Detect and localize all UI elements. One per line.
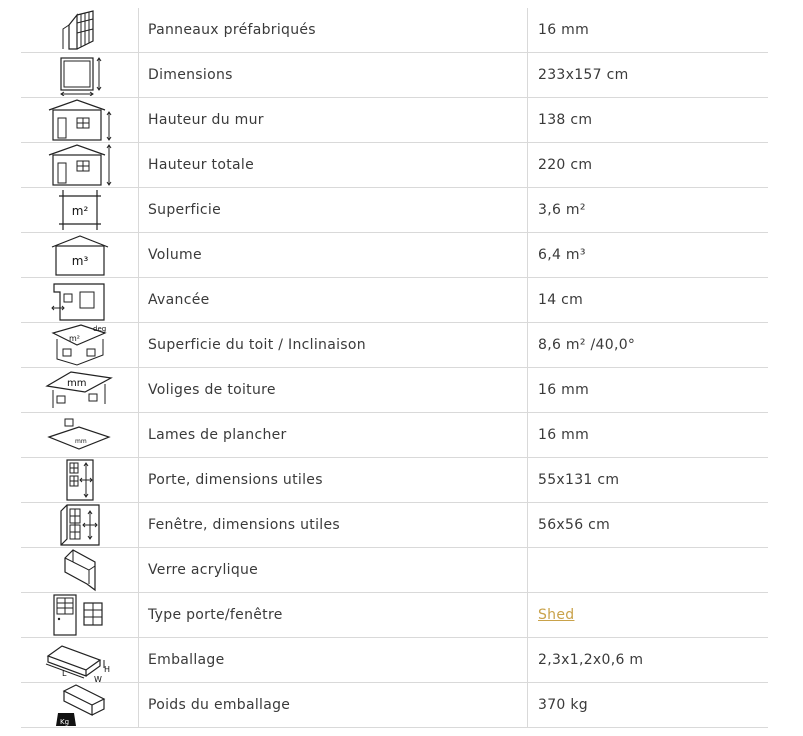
row-label: Panneaux préfabriqués (139, 8, 528, 52)
h-label: H (103, 665, 110, 674)
mm-label: mm (74, 438, 87, 445)
total-height-icon (21, 143, 139, 187)
table-row (21, 188, 768, 233)
row-value: 220 cm (538, 157, 593, 173)
table-row (21, 413, 768, 458)
door-window-type-icon (21, 593, 139, 637)
row-value (529, 593, 768, 637)
roof-boards-icon (21, 368, 139, 412)
table-row (21, 143, 768, 188)
row-value: 55x131 cm (538, 472, 620, 488)
table-row (21, 8, 768, 53)
row-label: Voliges de toiture (139, 368, 528, 412)
w-label: W (93, 675, 102, 682)
row-value: 56x56 cm (538, 517, 611, 533)
window-dimensions-icon (21, 503, 139, 547)
row-value: 370 kg (538, 697, 588, 713)
row-value: 233x157 cm (538, 67, 629, 83)
table-row (21, 683, 768, 728)
row-value (529, 548, 768, 592)
table-row (21, 278, 768, 323)
table-row (21, 548, 768, 593)
row-label: Verre acrylique (139, 548, 528, 592)
row-label: Emballage (139, 638, 528, 682)
m3-label: m³ (71, 254, 88, 268)
row-label: Type porte/fenêtre (139, 593, 528, 637)
kg-label: Kg (59, 718, 69, 726)
acrylic-glass-icon (21, 548, 139, 592)
row-value: 16 mm (538, 22, 590, 38)
floor-boards-icon (21, 413, 139, 457)
table-row (21, 458, 768, 503)
row-label: Hauteur du mur (139, 98, 528, 142)
overhang-icon (21, 278, 139, 322)
table-row (21, 323, 768, 368)
roof-area-pitch-icon (21, 323, 139, 367)
l-label: L (61, 669, 66, 678)
deg-label: deg (92, 325, 106, 333)
table-row (21, 638, 768, 683)
dimensions-icon (21, 53, 139, 97)
row-label: Hauteur totale (139, 143, 528, 187)
row-label: Porte, dimensions utiles (139, 458, 528, 502)
row-value: 16 mm (538, 427, 590, 443)
door-dimensions-icon (21, 458, 139, 502)
row-value: 138 cm (538, 112, 593, 128)
row-label: Superficie (139, 188, 528, 232)
row-value: 2,3x1,2x0,6 m (538, 652, 644, 668)
m2-label: m² (68, 334, 80, 343)
row-value: 3,6 m² (538, 202, 586, 218)
m2-label: m² (71, 204, 88, 218)
row-label: Superficie du toit / Inclinaison (139, 323, 528, 367)
wall-height-icon (21, 98, 139, 142)
volume-icon (21, 233, 139, 277)
row-value: 14 cm (538, 292, 584, 308)
table-row (21, 98, 768, 143)
table-row (21, 593, 768, 638)
row-label: Volume (139, 233, 528, 277)
row-label: Avancée (139, 278, 528, 322)
table-row (21, 368, 768, 413)
row-label: Lames de plancher (139, 413, 528, 457)
table-row (21, 233, 768, 278)
row-label: Dimensions (139, 53, 528, 97)
row-value: 6,4 m³ (538, 247, 586, 263)
table-row (21, 503, 768, 548)
spec-table (21, 8, 768, 728)
package-weight-icon (21, 683, 139, 727)
row-label: Poids du emballage (139, 683, 528, 727)
row-value: 16 mm (538, 382, 590, 398)
row-label: Fenêtre, dimensions utiles (139, 503, 528, 547)
shed-link[interactable]: Shed (538, 607, 575, 623)
prefab-panels-icon (21, 8, 139, 52)
mm-label: mm (66, 378, 86, 389)
row-value: 8,6 m² /40,0° (538, 337, 636, 353)
floor-area-icon (21, 188, 139, 232)
packaging-icon (21, 638, 139, 682)
table-row (21, 53, 768, 98)
